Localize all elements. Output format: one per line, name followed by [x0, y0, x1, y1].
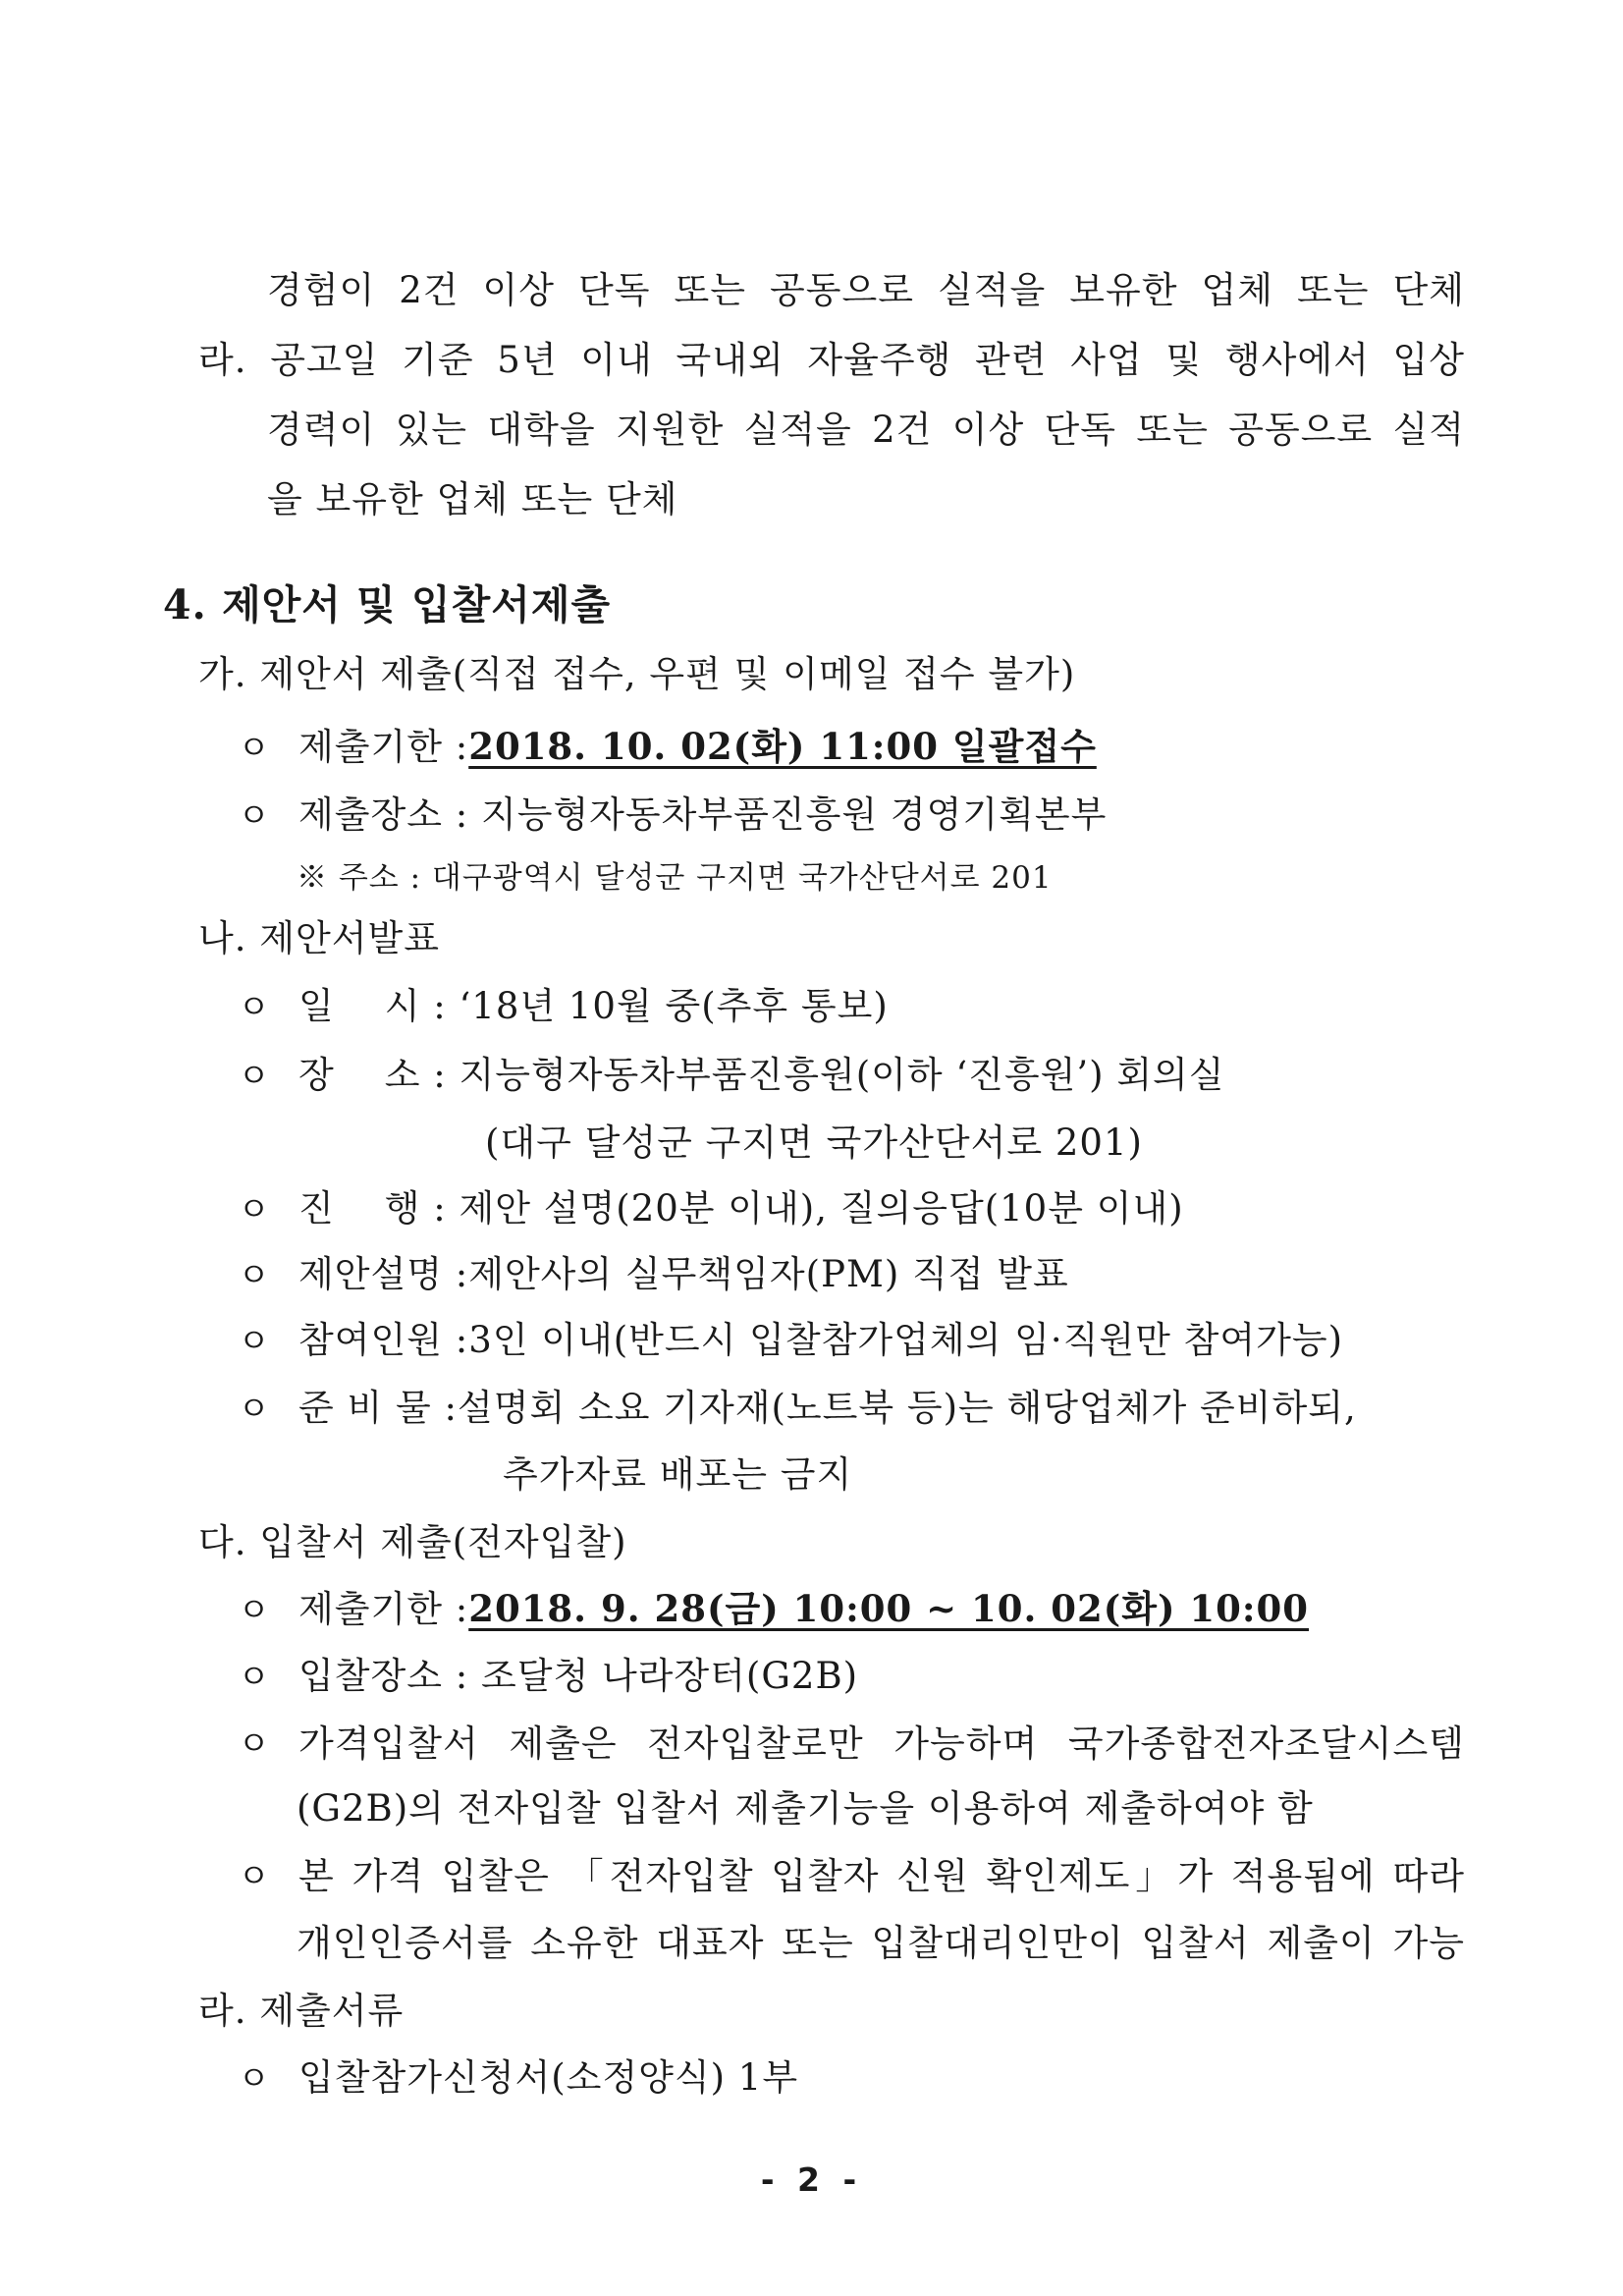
bullet-item	[238, 1853, 1465, 1900]
item-label: 제출기한 :	[298, 1588, 469, 1630]
bullet-icon: ㅇ	[238, 1322, 271, 1361]
item-text: 본 가격 입찰은 「전자입찰 입찰자 신원 확인제도」가 적용됨에 따라	[298, 1855, 1465, 1897]
bullet-icon: ㅇ	[238, 1591, 271, 1630]
bullet-icon: ㅇ	[238, 1390, 271, 1429]
item-label: 제안설명 :	[298, 1253, 469, 1295]
bullet-icon: ㅇ	[238, 2059, 271, 2099]
bullet-icon: ㅇ	[238, 1658, 271, 1697]
item-label: 장 소 :	[298, 1054, 460, 1096]
subsection-title: 다. 입찰서 제출(전자입찰)	[198, 1521, 627, 1563]
continuation-line: 추가자료 배포는 금지	[503, 1453, 853, 1496]
bullet-icon: ㅇ	[238, 1190, 271, 1230]
continuation-line: (G2B)의 전자입찰 입찰서 제출기능을 이용하여 제출하여야 함	[297, 1787, 1314, 1830]
page-number: - 2 -	[760, 2160, 863, 2199]
item-text: 제출장소 : 지능형자동차부품진흥원 경영기획본부	[298, 793, 1108, 836]
bullet-icon: ㅇ	[238, 1724, 271, 1764]
item-value: ‘18년 10월 중(추후 통보)	[459, 985, 889, 1027]
bullet-item	[238, 1721, 1465, 1768]
bullet-item	[238, 1385, 1357, 1433]
item-label: 진 행 :	[298, 1187, 460, 1230]
item-text: 가격입찰서 제출은 전자입찰로만 가능하며 국가종합전자조달시스템	[298, 1722, 1465, 1765]
deadline-value: 2018. 9. 28(금) 10:00 ~ 10. 02(화) 10:00	[468, 1587, 1309, 1630]
item-value: 제안사의 실무책임자(PM) 직접 발표	[468, 1253, 1069, 1295]
bullet-item	[238, 1251, 1069, 1299]
bullet-item	[238, 1585, 1309, 1634]
continuation-line: (대구 달성군 구지면 국가산단서로 201)	[485, 1121, 1143, 1164]
subsection-title: 나. 제안서발표	[198, 917, 440, 959]
item-label: 제출기한 :	[298, 726, 469, 768]
bullet-item	[238, 1185, 1184, 1233]
bullet-icon: ㅇ	[238, 729, 271, 768]
bullet-icon: ㅇ	[238, 1057, 271, 1096]
continuation-line: 개인인증서를 소유한 대표자 또는 입찰대리인만이 입찰서 제출이 가능	[297, 1922, 1465, 1964]
bullet-icon: ㅇ	[238, 796, 271, 836]
address-note: ※ 주소 : 대구광역시 달성군 구지면 국가산단서로 201	[297, 860, 1053, 896]
bullet-icon: ㅇ	[238, 1256, 271, 1295]
text-line: 경험이 2건 이상 단독 또는 공동으로 실적을 보유한 업체 또는 단체	[267, 269, 1465, 311]
section-heading: 4. 제안서 및 입찰서제출	[163, 581, 612, 629]
bullet-item	[238, 723, 1097, 772]
item-text: 입찰참가신청서(소정양식) 1부	[298, 2056, 799, 2099]
subsection-title: 가. 제안서 제출(직접 접수, 우편 및 이메일 접수 불가)	[198, 653, 1076, 695]
item-text: 입찰장소 : 조달청 나라장터(G2B)	[298, 1655, 859, 1697]
item-label: 준 비 물 :	[298, 1387, 458, 1429]
item-value: 지능형자동차부품진흥원(이하 ‘진흥원’) 회의실	[459, 1054, 1225, 1096]
item-label: 참여인원 :	[298, 1319, 469, 1361]
bullet-item	[238, 983, 889, 1031]
bullet-icon: ㅇ	[238, 1857, 271, 1896]
item-value: 3인 이내(반드시 입찰참가업체의 임·직원만 참여가능)	[468, 1319, 1344, 1361]
bullet-item	[238, 792, 1107, 840]
item-label: 일 시 :	[298, 985, 460, 1027]
bullet-icon: ㅇ	[238, 988, 271, 1027]
bullet-item	[238, 1052, 1225, 1100]
bullet-item	[238, 1317, 1343, 1365]
subsection-title: 라. 제출서류	[198, 1990, 405, 2032]
bullet-item	[238, 1653, 858, 1701]
item-value: 제안 설명(20분 이내), 질의응답(10분 이내)	[459, 1187, 1184, 1230]
deadline-value: 2018. 10. 02(화) 11:00 일괄접수	[468, 725, 1097, 768]
text-line: 을 보유한 업체 또는 단체	[267, 478, 678, 520]
text-line: 라. 공고일 기준 5년 이내 국내외 자율주행 관련 사업 및 행사에서 입상	[198, 339, 1465, 381]
text-line: 경력이 있는 대학을 지원한 실적을 2건 이상 단독 또는 공동으로 실적	[267, 409, 1465, 451]
bullet-item	[238, 2054, 798, 2103]
item-value: 설명회 소요 기자재(노트북 등)는 해당업체가 준비하되,	[457, 1387, 1357, 1429]
